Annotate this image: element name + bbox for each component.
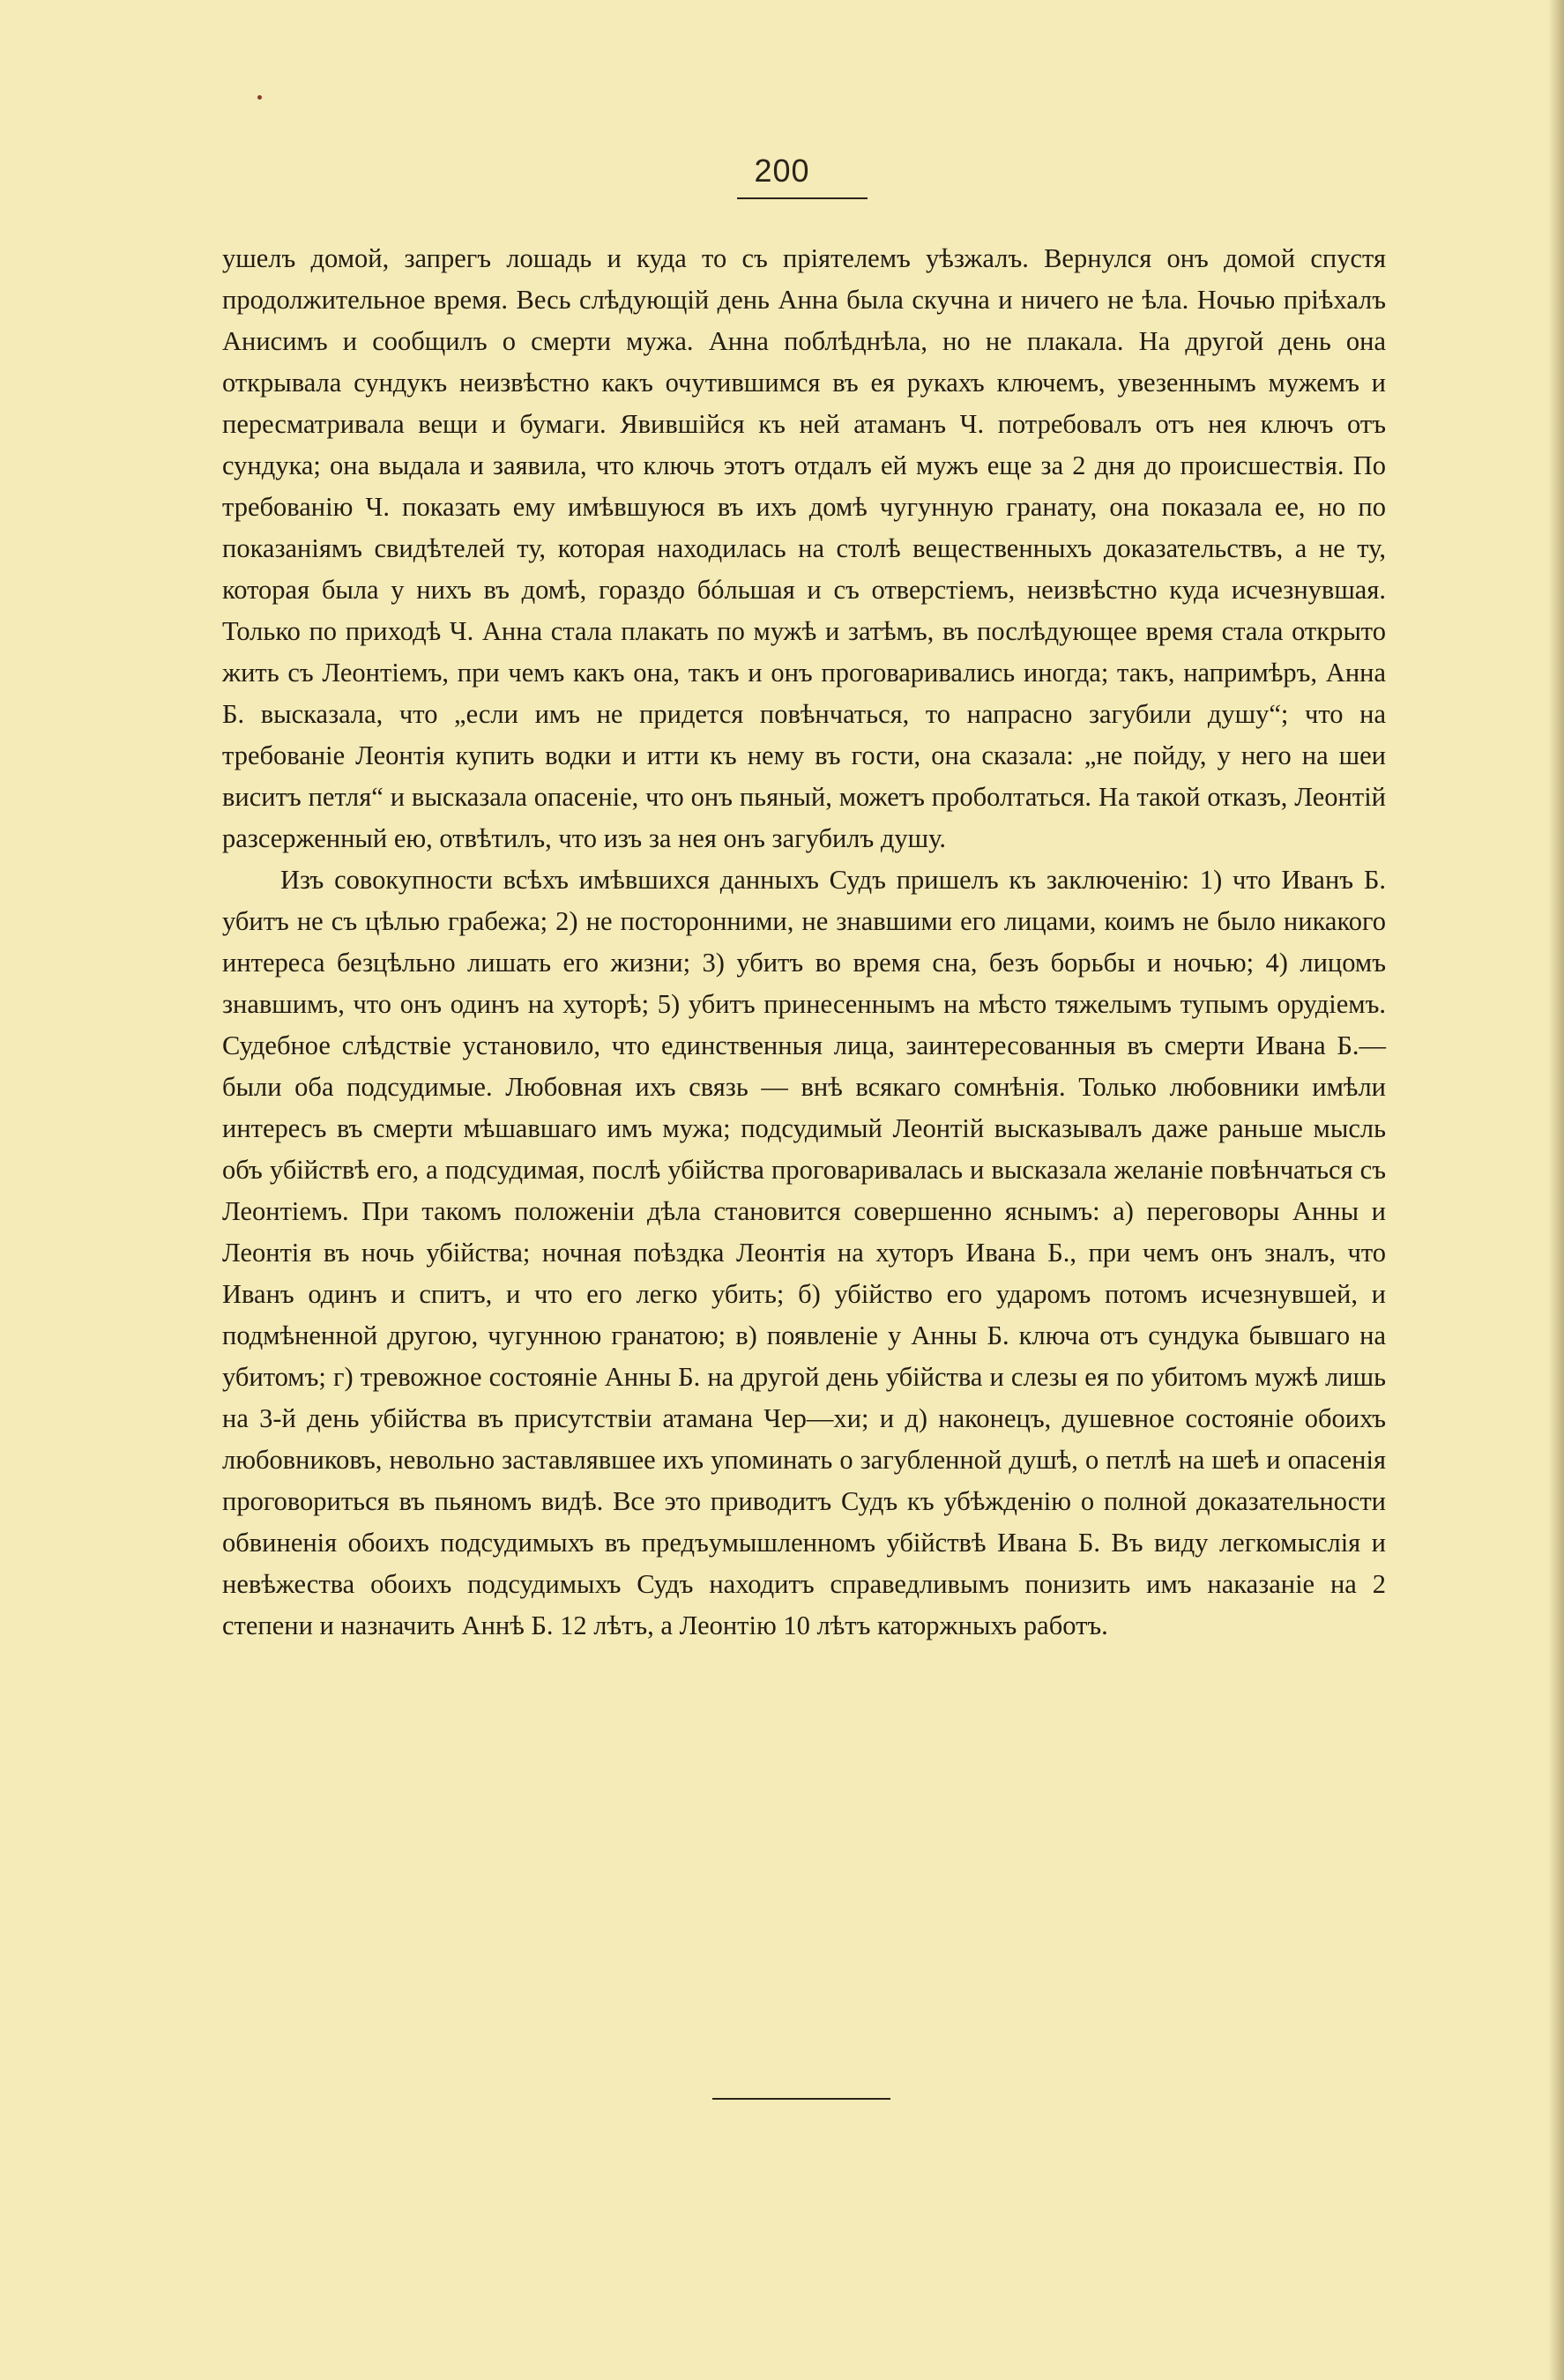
body-text xyxy=(222,238,1386,1647)
paragraph-verdict: Изъ совокупности всѣхъ имѣвшихся данныхъ Судъ пришелъ къ заключенію: 1) что Иванъ Б. убитъ не съ цѣлью грабежа; 2) не посторонними, не знавшими его лицами, коимъ не было никакого интереса безцѣльно лишать его жизни; 3) убитъ во время сна, безъ борьбы и ночью; 4) лицомъ знавшимъ, что онъ одинъ на хуторѣ; 5) убитъ принесеннымъ на мѣсто тяжелымъ тупымъ орудіемъ. Судебное слѣдствіе установило, что единственныя лица, заинтересованныя въ смерти Ивана Б.— были оба подсудимые. Любовная ихъ связь — внѣ всякаго сомнѣнія. Только любовники имѣли интересъ въ смерти мѣшавшаго имъ мужа; подсудимый Леонтій высказывалъ даже раньше мысль объ убійствѣ его, а подсудимая, послѣ убійства проговаривалась и высказала желаніе повѣнчаться съ Леонтіемъ. При такомъ положеніи дѣла становится совершенно яснымъ: а) переговоры Анны и Леонтія въ ночь убійства; ночная поѣздка Леонтія на хуторъ Ивана Б., при чемъ онъ зналъ, что Иванъ одинъ и спитъ, и что его легко убить; б) убійство его ударомъ потомъ исчезнувшей, и подмѣненной другою, чугунною гранатою; в) появленіе у Анны Б. ключа отъ сундука бывшаго на убитомъ; г) тревожное состояніе Анны Б. на другой день убійства и слезы ея по убитомъ мужѣ лишь на 3-й день убійства въ присутствіи атамана Чер—хи; и д) наконецъ, душевное состояніе обоихъ любовниковъ, невольно заставлявшее ихъ упоминать о загубленной душѣ, о петлѣ на шеѣ и опасенія проговориться въ пьяномъ видѣ. Все это приводитъ Судъ къ убѣжденію о полной доказательности обвиненія обоихъ подсудимыхъ въ предъумышленномъ убійствѣ Ивана Б. Въ виду легкомыслія и невѣжества обоихъ подсудимыхъ Судъ находитъ справедливымъ понизить имъ наказаніе на 2 степени и назначить Аннѣ Б. 12 лѣтъ, а Леонтію 10 лѣтъ каторжныхъ работъ. xyxy=(222,865,1386,1640)
page-number-underline xyxy=(737,197,868,199)
ink-speck xyxy=(257,95,262,100)
page-number: 200 xyxy=(754,152,810,189)
page-edge-shadow xyxy=(1548,0,1564,2380)
page-number-container xyxy=(0,152,1564,189)
paragraph-continued: ушелъ домой, запрегъ лошадь и куда то съ пріятелемъ уѣзжалъ. Вернулся онъ домой спустя продолжительное время. Весь слѣдующій день Анна была скучна и ничего не ѣла. Ночью пріѣхалъ Анисимъ и сообщилъ о смерти мужа. Анна поблѣднѣла, но не плакала. На другой день она открывала сундукъ неизвѣстно какъ очутившимся въ ея рукахъ ключемъ, увезеннымъ мужемъ и пересматривала вещи и бумаги. Явившійся къ ней атаманъ Ч. потребовалъ отъ нея ключъ отъ сундука; она выдала и заявила, что ключь этотъ отдалъ ей мужъ еще за 2 дня до происшествія. По требованію Ч. показать ему имѣвшуюся въ ихъ домѣ чугунную гранату, она показала ее, но по показаніямъ свидѣтелей ту, которая находилась на столѣ вещественныхъ доказательствъ, а не ту, которая была у нихъ въ домѣ, гораздо бóльшая и съ отверстіемъ, неизвѣстно куда исчезнувшая. Только по приходѣ Ч. Анна стала плакать по мужѣ и затѣмъ, въ послѣдующее время стала открыто жить съ Леонтіемъ, при чемъ какъ она, такъ и онъ проговаривались иногда; такъ, напримѣръ, Анна Б. высказала, что „если имъ не придется повѣнчаться, то напрасно загубили душу“; что на требованіе Леонтія купить водки и итти къ нему въ гости, она сказала: „не пойду, у него на шеи виситъ петля“ и высказала опасеніе, что онъ пьяный, можетъ проболтаться. На такой отказъ, Леонтій разсерженный ею, отвѣтилъ, что изъ за нея онъ загубилъ душу. xyxy=(222,243,1386,853)
end-rule xyxy=(712,2098,890,2100)
